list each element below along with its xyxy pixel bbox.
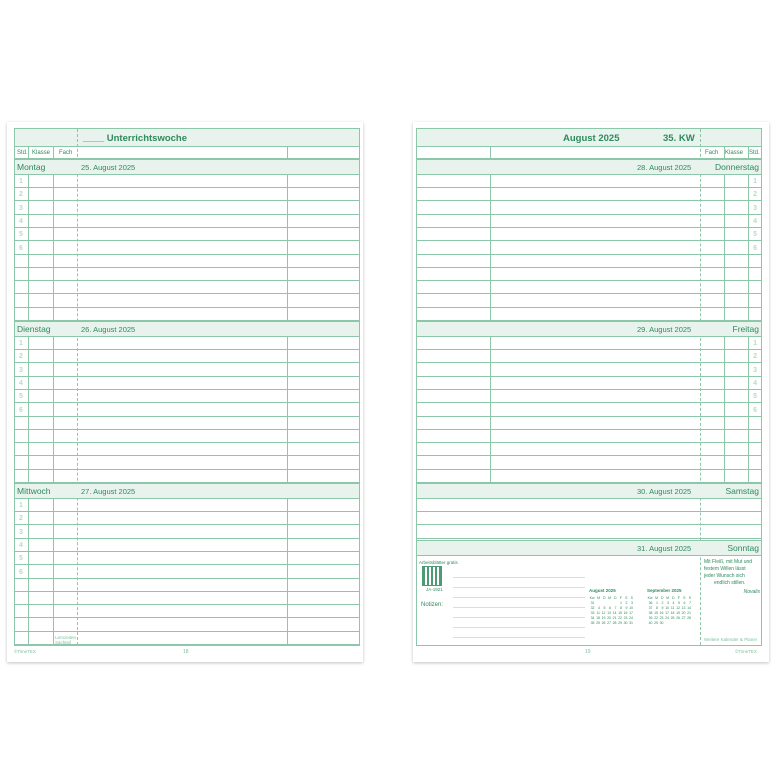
quote-line: jeder Wunsch sich (704, 573, 745, 579)
day-cell: 10 (629, 605, 633, 610)
day-cell: 30 (623, 620, 628, 625)
period-row (417, 470, 761, 483)
week-number-cell: 34 (590, 615, 595, 620)
day-cell: 24 (629, 615, 633, 620)
mini-calendar-september (647, 588, 691, 625)
period-number: 2 (19, 353, 23, 361)
day-header (417, 321, 761, 337)
period-row (15, 295, 359, 308)
day-date: 27. August 2025 (81, 487, 136, 496)
day-name: Freitag (732, 324, 759, 334)
weekday-label: D (613, 595, 617, 600)
day-cell: 30 (659, 620, 664, 625)
day-header (15, 483, 359, 499)
day-name: Dienstag (17, 324, 51, 334)
weekday-label: M (655, 595, 658, 600)
day-cell: 8 (620, 605, 622, 610)
day-cell: 7 (614, 605, 617, 610)
day-cell: 27 (607, 620, 611, 625)
day-cell: 3 (631, 600, 633, 605)
period-row (417, 308, 761, 321)
period-number: 2 (753, 353, 757, 361)
day-name: Mittwoch (17, 486, 51, 496)
day-cell: 23 (659, 615, 664, 620)
period-row (417, 430, 761, 443)
period-row (15, 499, 359, 512)
period-number: 1 (19, 502, 23, 509)
week-number-cell: 32 (590, 605, 595, 610)
qr-label: Arbeitsblätter gratis (419, 560, 458, 565)
period-number: 5 (19, 231, 23, 239)
right-planner-grid (416, 128, 762, 646)
period-row (15, 417, 359, 430)
day-cell: 16 (623, 610, 628, 615)
day-cell: 14 (612, 610, 617, 615)
period-row (15, 175, 359, 188)
day-cell: 8 (656, 605, 658, 610)
weekday-label: F (677, 595, 680, 600)
week-number-cell: 31 (590, 600, 595, 605)
period-row (15, 202, 359, 215)
day-cell: 2 (625, 600, 628, 605)
day-cell: 13 (607, 610, 611, 615)
period-row (15, 457, 359, 470)
period-row (15, 552, 359, 565)
day-cell: 12 (601, 610, 606, 615)
period-row (417, 281, 761, 294)
week-number-cell: 40 (648, 620, 653, 625)
week-number-cell: 36 (648, 600, 653, 605)
day-cell: 26 (676, 615, 680, 620)
qr-code-id: JA-1921 (426, 587, 443, 592)
col-std-label: Std. (17, 150, 28, 156)
day-cell: 6 (609, 605, 611, 610)
day-date: 31. August 2025 (637, 544, 692, 553)
day-header (15, 321, 359, 337)
period-number: 4 (19, 217, 23, 225)
quote-line: festem Willen lässt (704, 566, 746, 572)
period-row (417, 242, 761, 255)
day-cell: 29 (618, 620, 622, 625)
period-row (417, 188, 761, 201)
period-number: 6 (19, 244, 23, 252)
day-header (417, 483, 761, 499)
left-footer-brand: ©TimeTEX (14, 649, 36, 654)
period-number: 5 (19, 393, 23, 401)
quote-line: Mit Fleiß, mit Mut und (704, 559, 753, 565)
week-title: ____ Unterrichtswoche (83, 133, 188, 144)
day-header (417, 159, 761, 175)
period-row (417, 390, 761, 403)
period-number: 4 (753, 379, 757, 387)
day-cell: 25 (596, 620, 600, 625)
quote-author: Novalis (743, 589, 760, 595)
right-page (413, 122, 769, 662)
weekday-label: S (625, 595, 628, 600)
period-number: 5 (753, 231, 757, 239)
day-cell: 27 (681, 615, 686, 620)
col-fach-label: Fach (59, 150, 73, 156)
day-cell: 17 (665, 610, 669, 615)
period-row (15, 215, 359, 228)
period-row (15, 579, 359, 592)
column-header-row (15, 147, 359, 159)
weekday-label: M (608, 595, 611, 600)
day-cell: 5 (678, 600, 680, 605)
day-name: Montag (17, 162, 46, 172)
weekday-label: D (660, 595, 664, 600)
day-name: Donnerstag (715, 162, 759, 172)
left-page (7, 122, 363, 662)
day-cell: 10 (665, 605, 669, 610)
period-number: 2 (19, 515, 23, 523)
notes-lines (453, 568, 585, 638)
day-cell: 4 (672, 600, 675, 605)
day-cell: 28 (687, 615, 691, 620)
col-klasse-label: Klasse (32, 150, 51, 156)
col-std-label: Std. (749, 150, 760, 156)
day-cell: 19 (601, 615, 606, 620)
week-number-cell: 35 (590, 620, 595, 625)
period-row (15, 605, 359, 618)
day-cell: 20 (607, 615, 611, 620)
period-row (15, 526, 359, 539)
period-number: 6 (19, 568, 23, 576)
period-row (417, 417, 761, 430)
weekday-label: F (619, 595, 622, 600)
period-row (417, 457, 761, 470)
period-row (15, 228, 359, 241)
day-cell: 29 (654, 620, 658, 625)
day-cell: 9 (625, 605, 628, 610)
period-row (15, 566, 359, 579)
period-number: 3 (19, 366, 23, 374)
day-cell: 16 (659, 610, 664, 615)
day-cell: 3 (667, 600, 669, 605)
day-cell: 31 (629, 620, 633, 625)
day-cell: 1 (620, 600, 622, 605)
column-header-row (417, 147, 761, 159)
notes-label: Notizen: (421, 602, 444, 608)
day-date: 28. August 2025 (637, 163, 692, 172)
day-name: Samstag (725, 486, 759, 496)
period-row (417, 499, 761, 512)
period-number: 3 (753, 204, 757, 212)
weekday-label: D (602, 595, 606, 600)
period-row (417, 202, 761, 215)
period-row (417, 215, 761, 228)
week-title-row (15, 129, 359, 147)
period-row (15, 337, 359, 350)
day-cell: 2 (661, 600, 664, 605)
weekday-label: S (630, 595, 633, 600)
day-cell: 18 (596, 615, 600, 620)
day-cell: 6 (683, 600, 686, 605)
day-cell: 25 (670, 615, 675, 620)
day-cell: 4 (598, 605, 600, 610)
period-number: 3 (753, 366, 757, 374)
weekday-label: Kw (647, 595, 653, 600)
weekday-label: S (688, 595, 691, 600)
quote (704, 559, 760, 596)
period-number: 3 (19, 528, 23, 536)
day-date: 29. August 2025 (637, 325, 692, 334)
period-row (15, 430, 359, 443)
day-cell: 26 (601, 620, 606, 625)
period-number: 1 (753, 178, 757, 185)
period-row (417, 512, 761, 525)
period-row (417, 443, 761, 456)
period-row (417, 268, 761, 281)
right-footer-brand: ©TimeTEX (735, 649, 757, 654)
day-cell: 17 (629, 610, 633, 615)
right-footer-small: Weitere Kalender & Planer (704, 637, 758, 642)
day-header (417, 540, 761, 556)
mini-calendar-table (647, 595, 691, 625)
weekday-label: Kw (589, 595, 595, 600)
day-date: 25. August 2025 (81, 163, 136, 172)
day-cell: 22 (618, 615, 622, 620)
quote-line: endlich stillen. (714, 580, 746, 586)
week-number: 35. KW (663, 133, 695, 144)
period-number: 6 (19, 406, 23, 414)
mini-calendar-title: August 2025 (589, 588, 616, 593)
left-planner-grid (14, 128, 360, 646)
left-page-number: 18 (183, 649, 189, 655)
period-row (15, 390, 359, 403)
month-title-row (417, 129, 761, 147)
period-row (417, 175, 761, 188)
period-row (15, 404, 359, 417)
period-row (417, 228, 761, 241)
period-row (15, 350, 359, 363)
period-row (417, 364, 761, 377)
col-fach-label: Fach (705, 150, 719, 156)
day-cell: 23 (623, 615, 628, 620)
week-number-cell: 33 (590, 610, 595, 615)
weekday-label: M (597, 595, 600, 600)
period-row (15, 308, 359, 321)
period-row (15, 592, 359, 605)
day-cell: 1 (656, 600, 658, 605)
weekday-label: M (666, 595, 669, 600)
day-cell: 22 (654, 615, 658, 620)
period-number: 4 (753, 217, 757, 225)
week-number-cell: 37 (648, 605, 653, 610)
weekday-label: S (683, 595, 686, 600)
period-number: 6 (753, 406, 757, 414)
day-cell: 13 (681, 605, 686, 610)
period-number: 2 (19, 191, 23, 199)
period-number: 1 (19, 178, 23, 185)
mini-calendar-august (589, 588, 633, 625)
period-row (15, 268, 359, 281)
period-number: 4 (19, 541, 23, 549)
period-row (417, 377, 761, 390)
period-row (417, 295, 761, 308)
day-cell: 9 (661, 605, 664, 610)
day-date: 26. August 2025 (81, 325, 136, 334)
period-number: 1 (19, 340, 23, 347)
notes-area (417, 558, 700, 646)
day-cell: 12 (676, 605, 680, 610)
period-number: 4 (19, 379, 23, 387)
mini-calendar-title: September 2025 (647, 588, 682, 593)
day-name: Sonntag (727, 543, 759, 553)
period-row (417, 337, 761, 350)
day-cell: 15 (654, 610, 658, 615)
period-number: 3 (19, 204, 23, 212)
day-cell: 7 (689, 600, 691, 605)
period-row (417, 255, 761, 268)
period-row (15, 470, 359, 483)
qr-code-icon (423, 567, 441, 585)
day-cell: 21 (687, 610, 691, 615)
day-cell (686, 620, 692, 625)
day-header (15, 159, 359, 175)
right-page-number: 19 (585, 649, 591, 655)
mini-calendar-table (589, 595, 633, 625)
period-row (15, 619, 359, 632)
day-cell: 14 (687, 605, 691, 610)
day-cell: 18 (670, 610, 675, 615)
period-number: 6 (753, 244, 757, 252)
period-row (15, 364, 359, 377)
period-row (417, 404, 761, 417)
day-cell: 5 (603, 605, 606, 610)
period-row (15, 377, 359, 390)
day-cell: 21 (612, 615, 617, 620)
period-row (15, 512, 359, 525)
period-number: 5 (19, 555, 23, 563)
col-klasse-label: Klasse (725, 150, 744, 156)
period-row (417, 526, 761, 539)
day-cell: 28 (612, 620, 617, 625)
day-cell: 24 (665, 615, 669, 620)
period-number: 1 (753, 340, 757, 347)
left-footer-small: Lernzeiten Sachteil (55, 635, 77, 645)
day-cell: 19 (676, 610, 680, 615)
day-cell: 11 (596, 610, 600, 615)
period-number: 5 (753, 393, 757, 401)
week-number-cell: 38 (648, 610, 653, 615)
period-row (15, 255, 359, 268)
day-cell: 11 (670, 605, 675, 610)
day-cell: 20 (681, 610, 686, 615)
period-number: 2 (753, 191, 757, 199)
month-title: August 2025 (563, 133, 620, 144)
day-date: 30. August 2025 (637, 487, 692, 496)
period-row (15, 281, 359, 294)
period-row (15, 242, 359, 255)
week-number-cell: 39 (648, 615, 653, 620)
period-row (417, 350, 761, 363)
period-row (15, 539, 359, 552)
day-cell: 15 (618, 610, 622, 615)
period-row (15, 188, 359, 201)
weekday-label: D (671, 595, 675, 600)
period-row (15, 443, 359, 456)
